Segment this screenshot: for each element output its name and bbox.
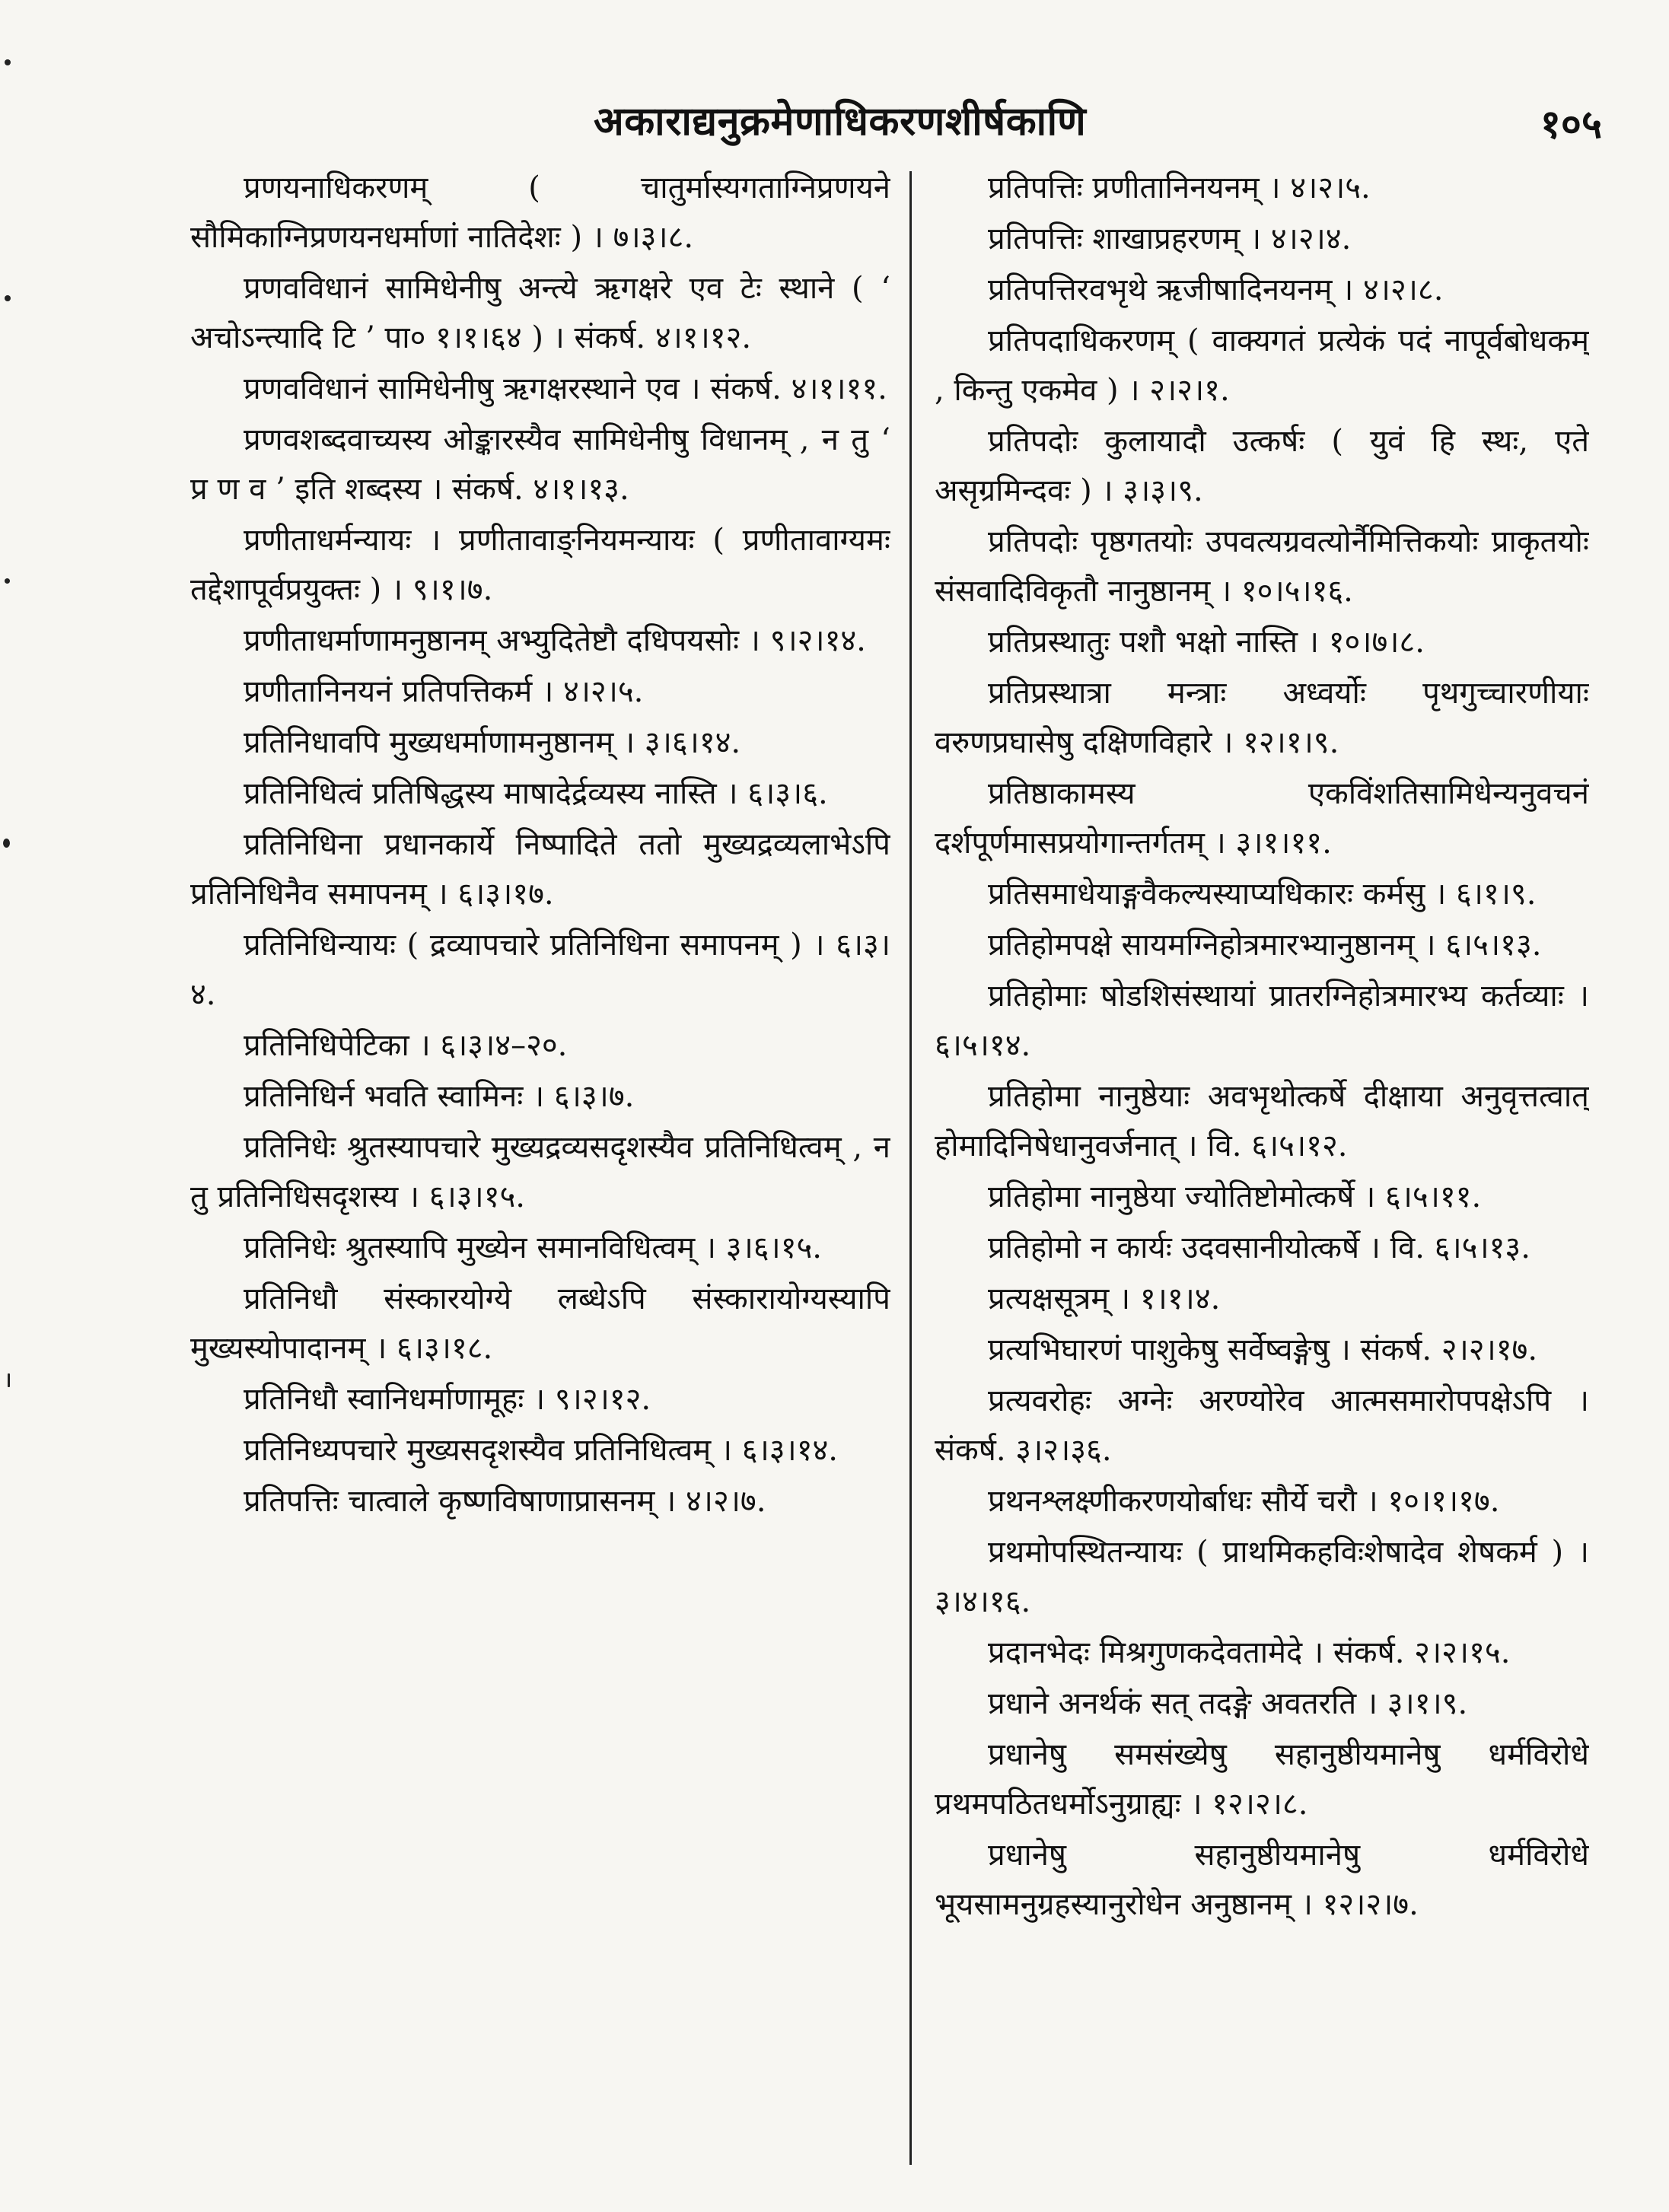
index-entry: प्रणवविधानं सामिधेनीषु ऋगक्षरस्थाने एव । संकर्ष. ४।१।११.	[244, 371, 887, 406]
running-title: अकाराद्यनुक्रमेणाधिकरणशीर्षकाणि	[594, 98, 1087, 145]
right-column	[935, 164, 1589, 2172]
index-entry: प्रतिनिधेः श्रुतस्यापचारे मुख्यद्रव्यसदृशस्यैव प्रतिनिधित्वम् , न तु प्रतिनिधिसदृशस्य । ६।३।१५.	[190, 1130, 890, 1214]
scan-speck	[5, 295, 11, 301]
index-entry: प्रत्यवरोहः अग्नेः अरण्योरेव आत्मसमारोपपक्षेऽपि । संकर्ष. ३।२।३६.	[935, 1383, 1589, 1468]
index-entry: प्रतिष्ठाकामस्य एकविंशतिसामिधेन्यनुवचनं दर्शपूर्णमासप्रयोगान्तर्गतम् । ३।१।११.	[935, 776, 1589, 861]
index-entry: प्रणीताधर्माणामनुष्ठानम् अभ्युदितेष्टौ दधिपयसोः । ९।२।१४.	[244, 623, 866, 658]
page-number: १०५	[1540, 101, 1602, 148]
index-entry: प्रतिपदोः पृष्ठगतयोः उपवत्यग्रवत्योर्नैमित्तिकयोः प्राकृतयोः संसवादिविकृतौ नानुष्ठानम् । १०।५।१६.	[935, 524, 1589, 609]
index-entry: प्रणयनाधिकरणम् ( चातुर्मास्यगताग्निप्रणयने सौमिकाग्निप्रणयनधर्माणां नातिदेशः ) । ७।३।८.	[190, 170, 890, 255]
index-entry: प्रतिपत्तिः चात्वाले कृष्णविषाणाप्रासनम् । ४।२।७.	[244, 1484, 766, 1519]
index-entry: प्रणीतानिनयनं प्रतिपत्तिकर्म । ४।२।५.	[244, 674, 644, 709]
index-entry: प्रतिनिधिना प्रधानकार्ये निष्पादिते ततो मुख्यद्रव्यलाभेऽपि प्रतिनिधिनैव समापनम् । ६।३।१७.	[190, 827, 890, 912]
index-entry: प्रत्यक्षसूत्रम् । १।१।४.	[988, 1281, 1221, 1316]
index-entry: प्रधाने अनर्थकं सत् तदङ्गे अवतरति । ३।१।९.	[988, 1686, 1468, 1721]
index-entry: प्रतिपत्तिरवभृथे ऋजीषादिनयनम् । ४।२।८.	[988, 272, 1444, 307]
index-entry: प्रतिहोमाः षोडशिसंस्थायां प्रातरग्निहोत्रमारभ्य कर्तव्याः । ६।५।१४.	[935, 979, 1589, 1063]
index-entry: प्रधानेषु समसंख्येषु सहानुष्ठीयमानेषु धर्मविरोधे प्रथमपठितधर्मोऽनुग्राह्यः । १२।२।८.	[935, 1737, 1589, 1822]
index-entry: प्रतिपदाधिकरणम् ( वाक्यगतं प्रत्येकं पदं नापूर्वबोधकम् , किन्तु एकमेव ) । २।२।१.	[935, 323, 1589, 408]
index-entry: प्रणवविधानं सामिधेनीषु अन्त्ये ऋगक्षरे एव टेः स्थाने ( ‘ अचोऽन्त्यादि टि ’ पा० १।१।६४ ) । संकर्ष. ४।१।१२.	[190, 271, 890, 355]
index-entry: प्रतिनिधिपेटिका । ६।३।४–२०.	[244, 1028, 568, 1063]
index-entry: प्रथनश्लक्ष्णीकरणयोर्बाधः सौर्ये चरौ । १०।१।१७.	[988, 1484, 1500, 1519]
index-entry: प्रतिनिधिन्यायः ( द्रव्यापचारे प्रतिनिधिना समापनम् ) । ६।३।४.	[190, 928, 890, 1012]
column-divider	[909, 171, 912, 2165]
index-entry: प्रत्यभिघारणं पाशुकेषु सर्वेष्वङ्गेषु । संकर्ष. २।२।१७.	[988, 1332, 1538, 1367]
index-entry: प्रतिसमाधेयाङ्गवैकल्यस्याप्यधिकारः कर्मसु । ६।१।९.	[988, 877, 1537, 912]
index-entry: प्रतिप्रस्थात्रा मन्त्राः अध्वर्योः पृथगुच्चारणीयाः वरुणप्रघासेषु दक्षिणविहारे । १२।१।९.	[935, 676, 1589, 760]
index-entry: प्रतिहोमपक्षे सायमग्निहोत्रमारभ्यानुष्ठानम् । ६।५।१३.	[988, 928, 1542, 963]
index-entry: प्रतिनिधावपि मुख्यधर्माणामनुष्ठानम् । ३।६।१४.	[244, 725, 741, 760]
index-entry: प्रतिहोमो न कार्यः उदवसानीयोत्कर्षे । वि. ६।५।१३.	[988, 1230, 1530, 1265]
index-entry: प्रतिपत्तिः शाखाप्रहरणम् । ४।२।४.	[988, 221, 1352, 256]
left-column	[190, 164, 890, 2172]
scan-speck	[8, 1373, 10, 1387]
index-entry: प्रतिहोमा नानुष्ठेया ज्योतिष्टोमोत्कर्षे । ६।५।११.	[988, 1179, 1482, 1214]
index-entry: प्रणवशब्दवाच्यस्य ओङ्कारस्यैव सामिधेनीषु विधानम् , न तु ‘ प्र ण व ’ इति शब्दस्य । संकर्ष. ४।१।१३.	[190, 422, 890, 507]
scan-speck	[5, 578, 10, 584]
index-entry: प्रतिपत्तिः प्रणीतानिनयनम् । ४।२।५.	[988, 170, 1371, 205]
index-entry: प्रतिनिधेः श्रुतस्यापि मुख्येन समानविधित्वम् । ३।६।१५.	[244, 1230, 823, 1265]
index-entry: प्रतिपदोः कुलायादौ उत्कर्षः ( युवं हि स्थः, एते असृग्रमिन्दवः ) । ३।३।९.	[935, 424, 1589, 508]
index-entry: प्रतिहोमा नानुष्ठेयाः अवभृथोत्कर्षे दीक्षाया अनुवृत्तत्वात् होमादिनिषेधानुवर्जनात् । वि. ६।५।१२.	[935, 1079, 1589, 1163]
index-entry: प्रणीताधर्मन्यायः । प्रणीतावाङ्नियमन्यायः ( प्रणीतावाग्यमः तद्देशापूर्वप्रयुक्तः ) । ९।१।७.	[190, 523, 890, 607]
index-entry: प्रधानेषु सहानुष्ठीयमानेषु धर्मविरोधे भूयसामनुग्रहस्यानुरोधेन अनुष्ठानम् । १२।२।७.	[935, 1838, 1589, 1922]
scan-speck	[5, 59, 11, 65]
index-entry: प्रतिनिधित्वं प्रतिषिद्धस्य माषादेर्द्रव्यस्य नास्ति । ६।३।६.	[244, 776, 828, 811]
index-entry: प्रतिनिध्यपचारे मुख्यसदृशस्यैव प्रतिनिधित्वम् । ६।३।१४.	[244, 1433, 839, 1468]
page-header	[0, 82, 1669, 151]
index-entry: प्रतिनिधिर्न भवति स्वामिनः । ६।३।७.	[244, 1079, 635, 1114]
index-entry: प्रतिप्रस्थातुः पशौ भक्षो नास्ति । १०।७।८.	[988, 625, 1425, 660]
scan-speck	[3, 839, 10, 848]
index-entry: प्रतिनिधौ स्वानिधर्माणामूहः । ९।२।१२.	[244, 1382, 651, 1417]
index-entry: प्रथमोपस्थितन्यायः ( प्राथमिकहविःशेषादेव शेषकर्म ) । ३।४।१६.	[935, 1535, 1589, 1619]
index-entry: प्रतिनिधौ संस्कारयोग्ये लब्धेऽपि संस्कारायोग्यस्यापि मुख्यस्योपादानम् । ६।३।१८.	[190, 1281, 890, 1366]
index-entry: प्रदानभेदः मिश्रगुणकदेवतामेदे । संकर्ष. २।२।१५.	[988, 1635, 1511, 1670]
